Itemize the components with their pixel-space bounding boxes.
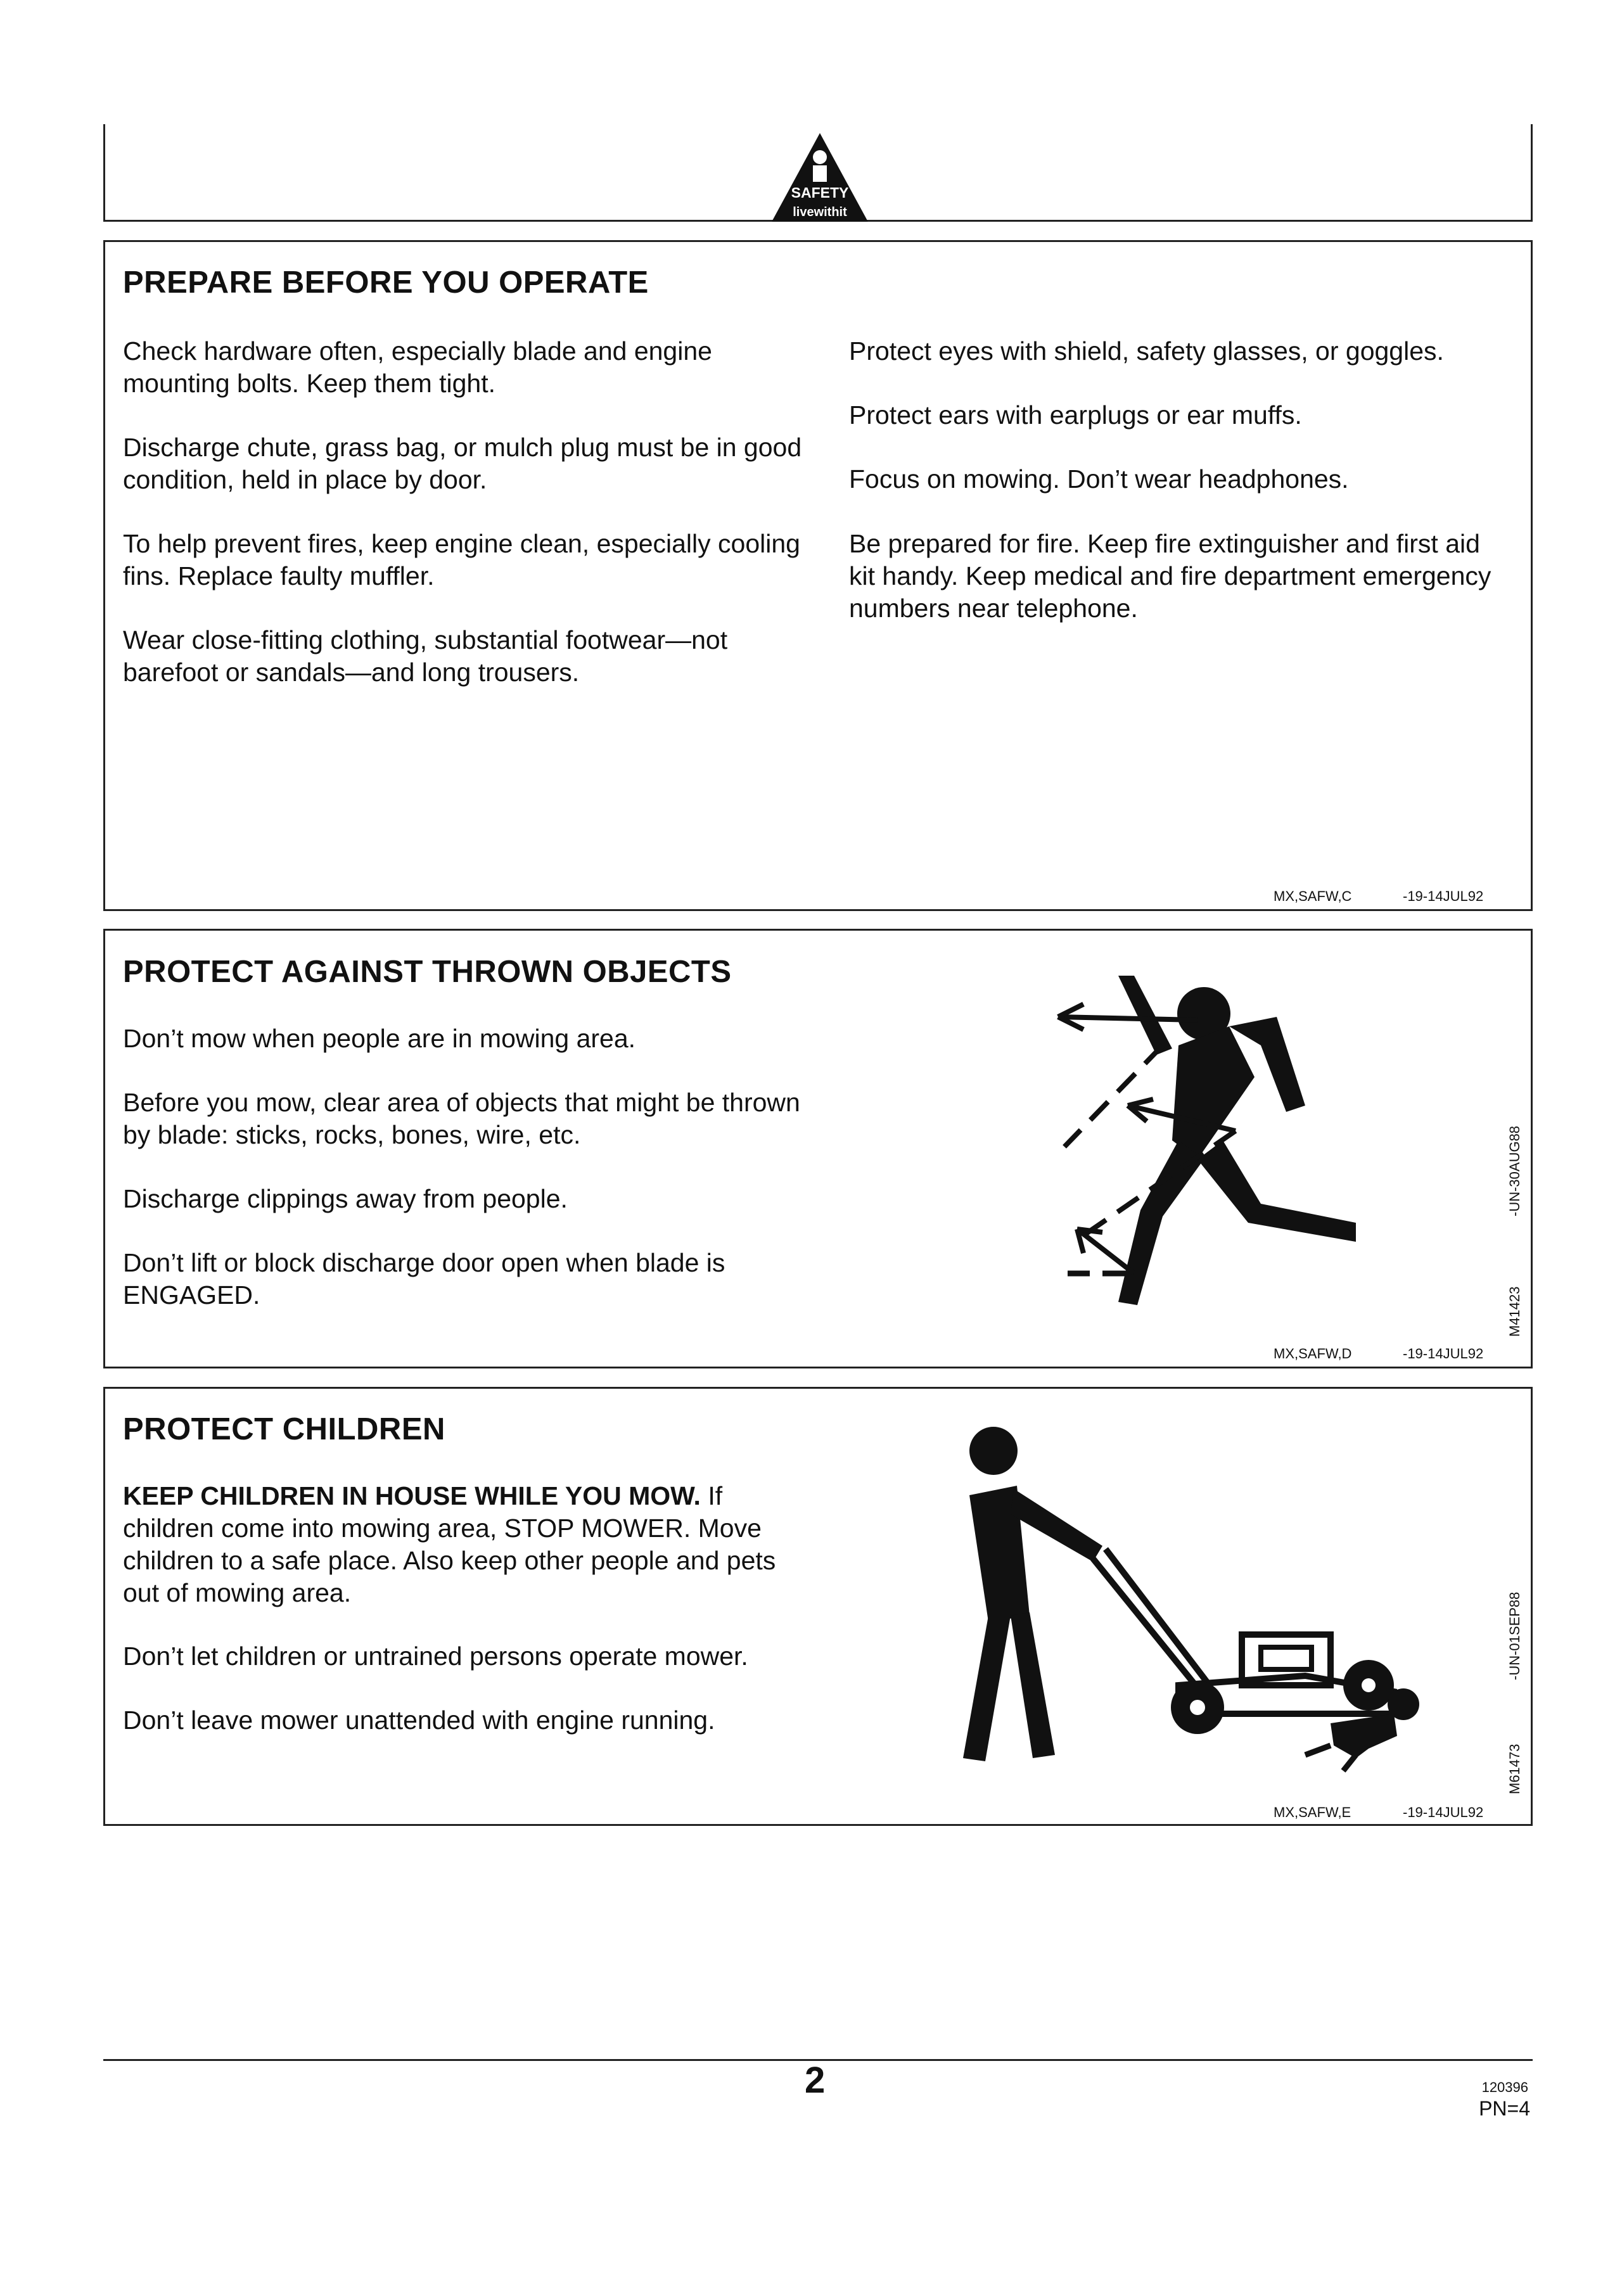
paragraph: Before you mow, clear area of objects that might be thrown by blade: sticks, rocks, bones, wire, etc. — [123, 1088, 800, 1149]
paragraph: Wear close-fitting clothing, substantial footwear—not barefoot or sandals—and long trousers. — [123, 625, 728, 687]
svg-text:livewithit: livewithit — [793, 205, 847, 219]
paragraph: Check hardware often, especially blade and engine mounting bolts. Keep them tight. — [123, 336, 712, 398]
lead-bold-text: KEEP CHILDREN IN HOUSE WHILE YOU MOW. — [123, 1481, 701, 1510]
lead-text: If children come into mowing area, STOP MOWER. Move children to a safe place. Also keep other people and pets out of mowing area. — [123, 1481, 776, 1607]
paragraph: Discharge clippings away from people. — [123, 1184, 568, 1213]
paragraph: Don’t leave mower unattended with engine running. — [123, 1706, 715, 1735]
section-title: PROTECT AGAINST THROWN OBJECTS — [123, 955, 732, 989]
section-title: PREPARE BEFORE YOU OPERATE — [123, 265, 649, 300]
reference-code: MX,SAFW,E — [1274, 1804, 1351, 1820]
paragraph: Don’t let children or untrained persons operate mower. — [123, 1642, 748, 1671]
reference-date: -19-14JUL92 — [1403, 1346, 1484, 1362]
paragraph: Protect eyes with shield, safety glasses, or goggles. — [849, 336, 1444, 366]
document-code: 120396 — [1481, 2079, 1528, 2095]
figure-id: M61473 — [1507, 1744, 1523, 1794]
reference-date: -19-14JUL92 — [1403, 888, 1484, 904]
thrown-objects-illustration — [988, 950, 1356, 1318]
paragraph: Discharge chute, grass bag, or mulch plug must be in good condition, held in place by door. — [123, 433, 802, 494]
paragraph: Don’t lift or block discharge door open when blade is ENGAGED. — [123, 1248, 725, 1310]
part-number: PN=4 — [1479, 2097, 1530, 2120]
reference-code: MX,SAFW,D — [1274, 1346, 1352, 1362]
section-title: PROTECT CHILDREN — [123, 1412, 445, 1446]
reference-date: -19-14JUL92 — [1403, 1804, 1484, 1820]
page-number: 2 — [805, 2060, 826, 2101]
paragraph: Be prepared for fire. Keep fire extinguisher and first aid kit handy. Keep medical and fire department emergency numbers near telephone. — [849, 529, 1491, 623]
svg-text:SAFETY: SAFETY — [791, 184, 849, 201]
figure-code: -UN-01SEP88 — [1507, 1591, 1523, 1680]
figure-id: M41423 — [1507, 1286, 1523, 1337]
paragraph: Focus on mowing. Don’t wear headphones. — [849, 464, 1349, 494]
reference-code: MX,SAFW,C — [1274, 888, 1352, 904]
paragraph: To help prevent fires, keep engine clean, especially cooling fins. Replace faulty muffler. — [123, 529, 800, 590]
children-mower-illustration — [950, 1425, 1445, 1780]
paragraph: Protect ears with earplugs or ear muffs. — [849, 400, 1302, 430]
paragraph: Don’t mow when people are in mowing area. — [123, 1024, 636, 1053]
safety-alert-logo — [770, 132, 869, 222]
figure-code: -UN-30AUG88 — [1507, 1125, 1523, 1216]
paragraph — [123, 1480, 807, 1609]
